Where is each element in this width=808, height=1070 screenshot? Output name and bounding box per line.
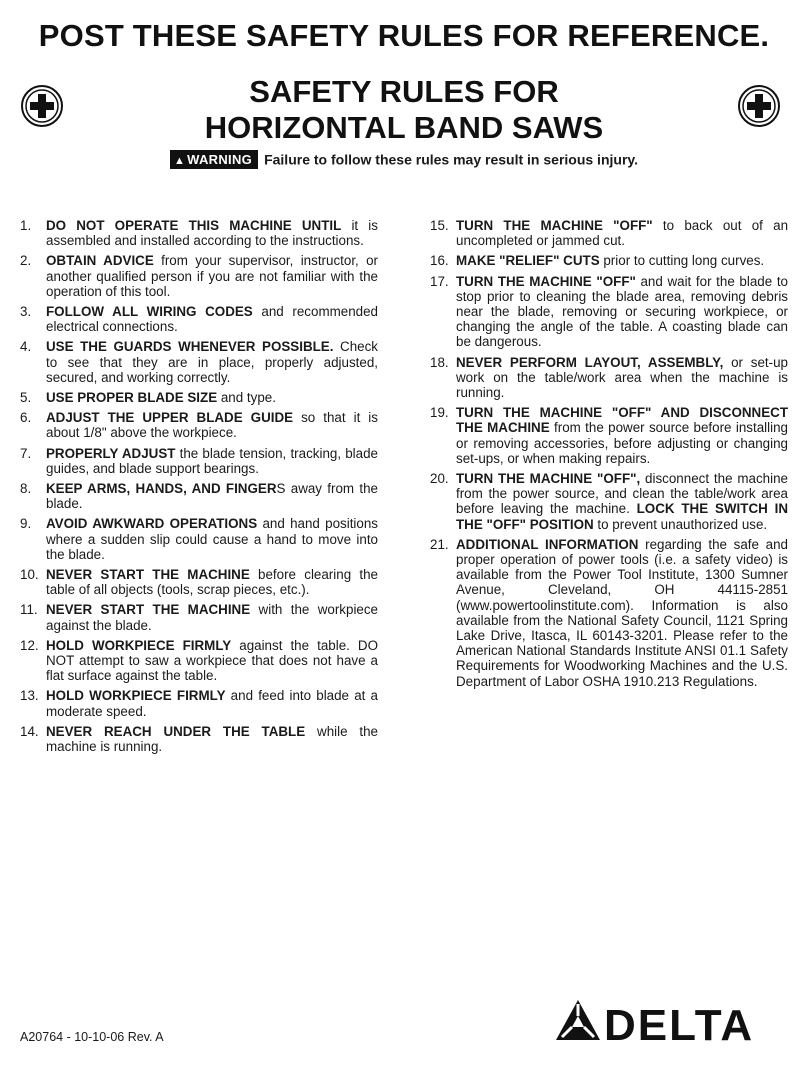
rule-number: 12. bbox=[20, 637, 39, 653]
rule-bold-text: PROPERLY ADJUST bbox=[46, 445, 176, 461]
rule-text: disconnect the machine from the power source, and clean the table/work area before leaving the machine. bbox=[456, 471, 788, 517]
rule-text: with the workpiece against the blade. bbox=[46, 602, 379, 633]
rule-item bbox=[430, 471, 788, 532]
rule-item bbox=[430, 355, 788, 401]
rule-bold-text: NEVER PERFORM LAYOUT, ASSEMBLY, bbox=[456, 354, 724, 370]
rule-item bbox=[430, 253, 788, 268]
rules-column-left bbox=[20, 218, 378, 759]
rule-text: the blade tension, tracking, blade guides, and blade support bearings. bbox=[46, 445, 378, 476]
rule-bold-text: MAKE "RELIEF" CUTS bbox=[456, 253, 600, 269]
rule-number: 16. bbox=[430, 253, 449, 269]
rule-number: 14. bbox=[20, 723, 39, 739]
rule-text: S away from the blade. bbox=[46, 481, 378, 512]
rule-bold-text: LOCK THE SWITCH IN THE "OFF" POSITION bbox=[456, 501, 788, 532]
warning-label: WARNING bbox=[187, 152, 253, 167]
rule-number: 21. bbox=[430, 536, 449, 552]
rule-text: before clearing the table of all objects (tools, scrap pieces, etc.). bbox=[46, 567, 378, 598]
rule-bold-text: TURN THE MACHINE "OFF" bbox=[456, 273, 636, 289]
title-line-2: HORIZONTAL BAND SAWS bbox=[204, 110, 604, 145]
rule-item bbox=[20, 638, 378, 684]
rule-item bbox=[20, 567, 378, 597]
rule-item bbox=[20, 410, 378, 440]
rule-bold-text: NEVER START THE MACHINE bbox=[46, 567, 250, 583]
delta-logo bbox=[556, 1000, 790, 1044]
rule-text: against the table. DO NOT attempt to saw a workpiece that does not have a flat surface against the table. bbox=[46, 637, 378, 684]
rule-text: regarding the safe and proper operation of power tools (i.e. a safety video) is available from the Power Tool Institute, 1300 Sumner Avenue, Cleveland, OH 44115-2851 (www.powertoolinstitute.com). Information is also available from the National Safety Council, 1121 Spring Lake Drive, Itasca, IL 60143-3201. Please refer to the American National Standards Institute ANSI 01.1 Safety Requirements for Woodworking Machines and the U.S. Department of Labor OSHA 1910.213 Regulations. bbox=[456, 536, 788, 689]
rule-number: 2. bbox=[20, 253, 32, 269]
rule-item bbox=[20, 304, 378, 334]
rule-text: and type. bbox=[217, 390, 276, 406]
rule-item bbox=[20, 253, 378, 299]
rule-text: and recommended electrical connections. bbox=[46, 304, 378, 335]
rule-text: it is assembled and installed according to the instructions. bbox=[46, 218, 378, 249]
rule-bold-text: AVOID AWKWARD OPERATIONS bbox=[46, 516, 258, 532]
rule-bold-text: ADJUST THE UPPER BLADE GUIDE bbox=[46, 410, 294, 426]
rule-number: 13. bbox=[20, 688, 39, 704]
rule-text: and wait for the blade to stop prior to cleaning the blade area, removing debris near the blade, removing or securing workpiece, or changing the angle of the table. A coasting blade can be dangerous. bbox=[456, 273, 788, 350]
rule-bold-text: HOLD WORKPIECE FIRMLY bbox=[46, 688, 226, 704]
rule-text: prior to cutting long curves. bbox=[599, 253, 765, 269]
rule-item bbox=[20, 481, 378, 511]
rule-text: while the machine is running. bbox=[46, 723, 378, 755]
rule-text: and feed into blade at a moderate speed. bbox=[46, 688, 378, 719]
warning-triangle-icon: ▲ bbox=[173, 155, 186, 167]
rule-item bbox=[430, 218, 788, 248]
rule-bold-text: NEVER REACH UNDER THE TABLE bbox=[46, 723, 306, 739]
rule-bold-text: USE THE GUARDS WHENEVER POSSIBLE. bbox=[46, 339, 334, 355]
rule-number: 19. bbox=[430, 405, 449, 421]
rule-text: to back out of an uncompleted or jammed cut. bbox=[456, 218, 789, 249]
rule-text: from your supervisor, instructor, or another qualified person if you are not familiar with the operation of this tool. bbox=[46, 253, 379, 299]
rule-number: 17. bbox=[430, 273, 449, 289]
rule-item bbox=[20, 339, 378, 385]
rule-bold-text: OBTAIN ADVICE bbox=[46, 253, 154, 269]
rule-bold-text: FOLLOW ALL WIRING CODES bbox=[46, 304, 253, 320]
rule-number: 9. bbox=[20, 516, 32, 532]
rule-bold-text: ADDITIONAL INFORMATION bbox=[456, 536, 639, 552]
page-top-title: POST THESE SAFETY RULES FOR REFERENCE. bbox=[38, 18, 770, 53]
rule-number: 5. bbox=[20, 390, 32, 406]
rule-bold-text: DO NOT OPERATE THIS MACHINE UNTIL bbox=[46, 218, 342, 233]
warning-text: Failure to follow these rules may result in serious injury. bbox=[264, 151, 639, 168]
rule-number: 1. bbox=[20, 218, 32, 233]
rule-number: 15. bbox=[430, 218, 449, 233]
rule-bold-text: NEVER START THE MACHINE bbox=[46, 602, 251, 618]
rule-number: 11. bbox=[20, 602, 38, 618]
rule-item bbox=[20, 390, 378, 405]
rule-text: or set-up work on the table/work area when the machine is running. bbox=[456, 354, 788, 401]
rule-item bbox=[20, 446, 378, 476]
page-title bbox=[0, 74, 808, 146]
rule-item bbox=[430, 405, 788, 466]
rule-item bbox=[20, 602, 378, 632]
title-line-1: SAFETY RULES FOR bbox=[249, 74, 559, 109]
rule-bold-text: TURN THE MACHINE "OFF", bbox=[456, 471, 641, 487]
rule-text: to prevent unauthorized use. bbox=[593, 516, 768, 532]
document-code: A20764 - 10-10-06 Rev. A bbox=[20, 1030, 164, 1044]
rule-item bbox=[20, 218, 378, 248]
warning-banner bbox=[0, 150, 808, 169]
rule-text: from the power source before installing or removing accessories, before adjusting or changing set-ups, or when making repairs. bbox=[456, 420, 788, 466]
rule-bold-text: TURN THE MACHINE "OFF" AND DISCONNECT THE MACHINE bbox=[456, 405, 788, 436]
warning-badge bbox=[170, 150, 258, 169]
rule-bold-text: KEEP ARMS, HANDS, AND FINGER bbox=[46, 481, 277, 497]
rule-item bbox=[20, 688, 378, 718]
rule-number: 18. bbox=[430, 354, 449, 370]
rule-text: and hand positions where a sudden slip could cause a hand to move into the blade. bbox=[46, 516, 378, 562]
rule-bold-text: HOLD WORKPIECE FIRMLY bbox=[46, 637, 232, 653]
rule-text: Check to see that they are in place, properly adjusted, secured, and working correctly. bbox=[46, 339, 378, 385]
rule-item bbox=[20, 724, 378, 754]
rule-number: 6. bbox=[20, 410, 32, 426]
logo-wordmark: DELTA bbox=[604, 1001, 755, 1044]
rule-bold-text: USE PROPER BLADE SIZE bbox=[46, 390, 218, 406]
rule-text: so that it is about 1/8" above the workpiece. bbox=[46, 410, 378, 441]
rule-item bbox=[430, 537, 788, 689]
rules-column-right bbox=[430, 218, 788, 694]
rule-bold-text: TURN THE MACHINE "OFF" bbox=[456, 218, 653, 233]
rule-number: 3. bbox=[20, 304, 32, 320]
rule-item bbox=[20, 516, 378, 562]
rule-number: 4. bbox=[20, 339, 32, 355]
rule-number: 10. bbox=[20, 567, 39, 583]
rule-number: 8. bbox=[20, 481, 32, 497]
rule-number: 7. bbox=[20, 445, 32, 461]
rule-number: 20. bbox=[430, 471, 449, 487]
rule-item bbox=[430, 274, 788, 350]
